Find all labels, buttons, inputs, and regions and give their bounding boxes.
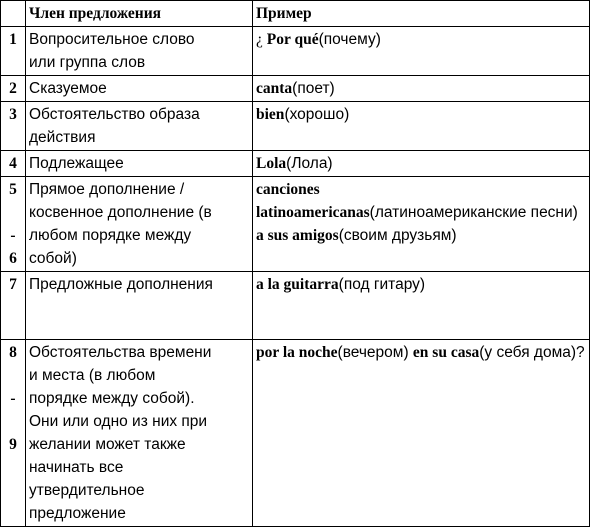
member-text-line: Предложные дополнения	[29, 276, 213, 293]
row-number: 6	[9, 250, 17, 267]
row-member-cell	[26, 27, 253, 76]
spanish-example-text: ¿	[256, 31, 267, 48]
member-text-line: утвердительное	[29, 482, 145, 499]
row-num-cell	[1, 27, 26, 76]
row-number: 5	[9, 181, 17, 198]
spanish-example-text: latinoamericanas	[256, 204, 370, 221]
row-member-cell	[26, 272, 253, 340]
table-row	[1, 272, 590, 340]
spanish-example-text: a la guitarra	[256, 276, 339, 293]
row-number	[4, 201, 22, 224]
member-text-line: предложение	[29, 505, 126, 522]
header-num-cell	[1, 1, 26, 27]
spanish-example-text: canta	[256, 80, 293, 97]
member-text-line: Подлежащее	[29, 155, 124, 172]
row-member-cell	[26, 76, 253, 102]
row-example-cell	[253, 272, 590, 340]
spanish-example-text: por la noche	[256, 344, 338, 361]
row-number	[4, 364, 22, 387]
translation-text: (вечером)	[337, 344, 413, 361]
table-row	[1, 151, 590, 177]
member-text-line: порядке между собой).	[29, 390, 195, 407]
translation-text: (своим друзьям)	[338, 227, 457, 244]
row-num-cell	[1, 177, 26, 272]
row-number: -	[10, 390, 16, 407]
member-text-line: любом порядке между	[29, 227, 192, 244]
member-text-line: Сказуемое	[29, 80, 107, 97]
member-text-line: и места (в любом	[29, 367, 156, 384]
member-text-line: Прямое дополнение /	[29, 181, 185, 198]
table-row	[1, 102, 590, 151]
translation-text: (латиноамериканские песни)	[369, 204, 578, 221]
table-row	[1, 340, 590, 527]
member-text-line: или группа слов	[29, 54, 146, 71]
row-example-cell	[253, 27, 590, 76]
table-row	[1, 27, 590, 76]
row-number: 4	[9, 155, 17, 172]
translation-text: (под гитару)	[338, 276, 426, 293]
row-example-cell	[253, 151, 590, 177]
spanish-example-text: bien	[256, 106, 285, 123]
row-num-cell	[1, 340, 26, 527]
row-number: 9	[9, 436, 17, 453]
spanish-example-text: Por qué	[266, 31, 319, 48]
row-member-cell	[26, 151, 253, 177]
translation-text: (хорошо)	[284, 106, 350, 123]
row-example-cell	[253, 76, 590, 102]
header-example-cell: Пример	[253, 1, 590, 27]
member-text-line: Обстоятельство образа	[29, 106, 200, 123]
row-number: 2	[9, 80, 17, 97]
member-text-line: начинать все	[29, 459, 124, 476]
table-row	[1, 76, 590, 102]
row-example-cell	[253, 177, 590, 272]
translation-text: (почему)	[318, 31, 381, 48]
row-num-cell	[1, 272, 26, 340]
table-row	[1, 177, 590, 272]
member-text-line: косвенное дополнение (в	[29, 204, 212, 221]
row-number: -	[10, 227, 16, 244]
row-number: 3	[9, 106, 17, 123]
member-text-line: Они или одно из них при	[29, 413, 208, 430]
row-num-cell	[1, 151, 26, 177]
member-text-line: Обстоятельства времени	[29, 344, 212, 361]
row-member-cell	[26, 340, 253, 527]
member-text-line: собой)	[29, 250, 77, 267]
row-number: 7	[9, 276, 17, 293]
spanish-example-text: Lola	[256, 155, 287, 172]
spanish-example-text: canciones	[256, 181, 320, 198]
translation-text: (поет)	[292, 80, 335, 97]
row-example-cell	[253, 340, 590, 527]
row-num-cell	[1, 102, 26, 151]
member-text-line: Вопросительное слово	[29, 31, 195, 48]
spanish-example-text: en su casa	[412, 344, 480, 361]
spanish-example-text: a sus amigos	[256, 227, 339, 244]
row-example-cell	[253, 102, 590, 151]
row-number	[4, 410, 22, 433]
row-number: 1	[9, 31, 17, 48]
row-member-cell	[26, 102, 253, 151]
row-number: 8	[9, 344, 17, 361]
member-text-line: действия	[29, 129, 96, 146]
member-text-line: желании может также	[29, 436, 186, 453]
translation-text: (Лола)	[286, 155, 333, 172]
row-member-cell	[26, 177, 253, 272]
translation-text: (у себя дома)?	[479, 344, 585, 361]
row-num-cell	[1, 76, 26, 102]
header-member-cell: Член предложения	[26, 1, 253, 27]
header-row	[1, 1, 590, 27]
